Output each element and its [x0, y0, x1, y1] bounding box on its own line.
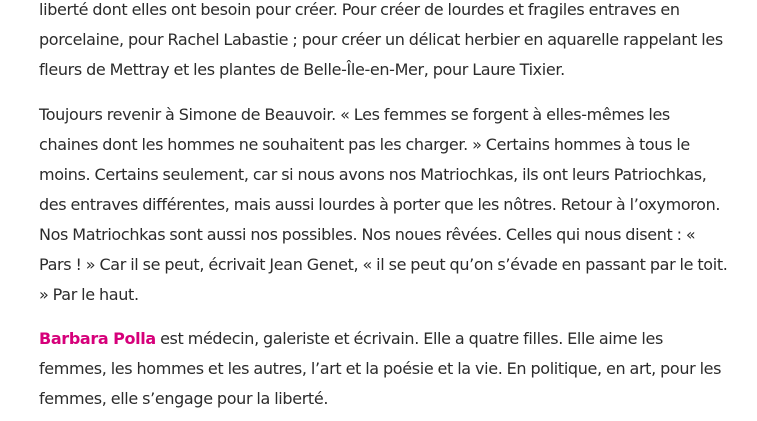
author-bio	[39, 324, 729, 414]
author-name-link[interactable]: Barbara Polla	[39, 329, 156, 348]
paragraph-artists: liberté dont elles ont besoin pour créer. Pour créer de lourdes et fragiles entraves en porcelaine, pour Rachel Labastie ; pour créer un délicat herbier en aquarelle rappelant les fleurs de Mettray et les plantes de Belle-Île-en-Mer, pour Laure Tixier.	[39, 0, 723, 79]
article-body	[39, 0, 729, 414]
paragraph-beauvoir: Toujours revenir à Simone de Beauvoir. « Les femmes se forgent à elles-mêmes les chaines dont les hommes ne souhaitent pas les charger. » Certains hommes à tous le moins. Certains seulement, car si nous avons nos Matriochkas, ils ont leurs Patriochkas, des entraves différentes, mais aussi lourdes à porter que les nôtres. Retour à l’oxymoron. Nos Matriochkas sont aussi nos possibles. Nos noues rêvées. Celles qui nous disent : « Pars ! » Car il se peut, écrivait Jean Genet, « il se peut qu’on s’évade en passant par le toit. » Par le haut.	[39, 105, 728, 304]
author-bio-text: est médecin, galeriste et écrivain. Elle a quatre filles. Elle aime les femmes, les hommes et les autres, l’art et la poésie et la vie. En politique, en art, pour les femmes, elle s’engage pour la liberté.	[39, 329, 722, 408]
